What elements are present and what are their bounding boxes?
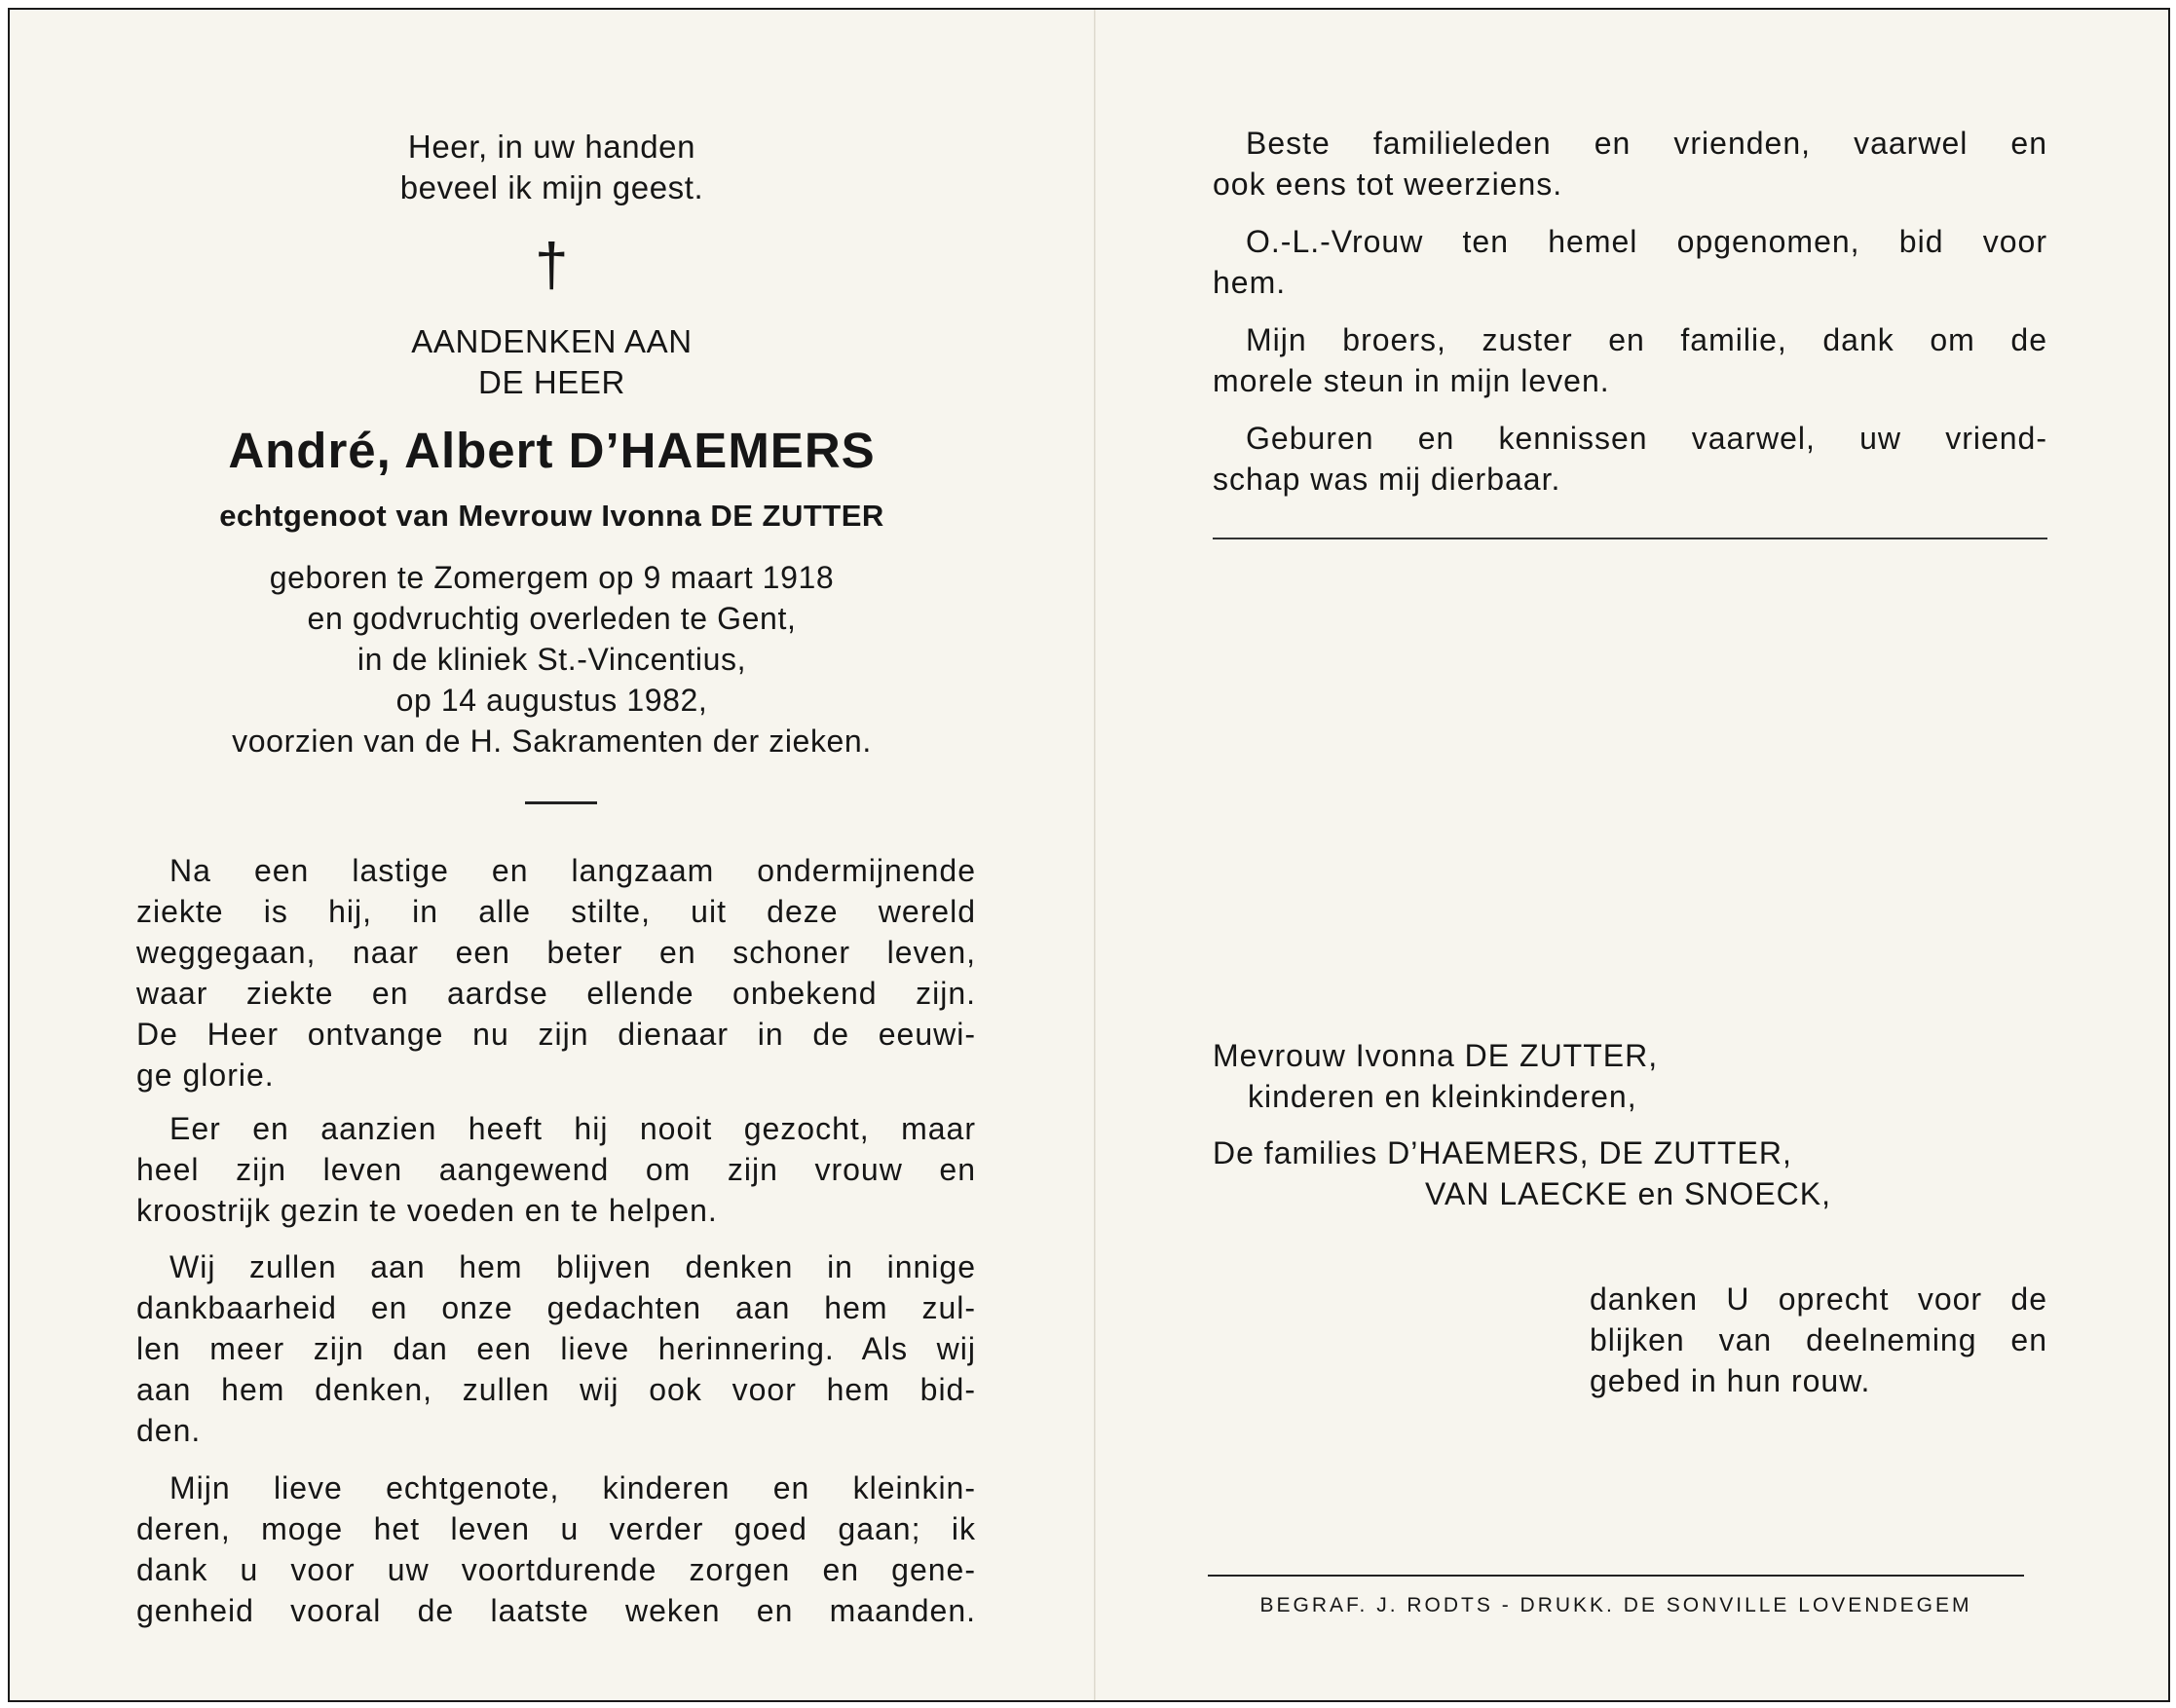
thanks-line: blijken van deelneming en — [1590, 1322, 2047, 1357]
paragraph-line: Wij zullen aan hem blijven denken in innige — [169, 1249, 976, 1284]
family-line: De families D’HAEMERS, DE ZUTTER, — [1213, 1135, 1792, 1170]
printer-credit: BEGRAF. J. RODTS - DRUKK. DE SONVILLE LOVENDEGEM — [1259, 1594, 1972, 1616]
body-paragraph — [136, 1246, 976, 1451]
paragraph-line: aan hem denken, zullen wij ook voor hem bid- — [136, 1372, 976, 1407]
short-separator — [525, 801, 597, 804]
farewell-paragraph — [1213, 319, 2047, 401]
paragraph-line: Mijn lieve echtgenote, kinderen en kleinkin- — [169, 1470, 976, 1505]
thanks-text — [1590, 1279, 2047, 1401]
paragraph-line: Beste familieleden en vrienden, vaarwel en — [1246, 126, 2047, 161]
life-detail-line: op 14 augustus 1982, — [395, 683, 708, 718]
body-paragraph — [136, 1467, 976, 1631]
paragraph-line: ook eens tot weerziens. — [1213, 167, 1563, 202]
paragraph-line: heel zijn leven aangewend om zijn vrouw en — [136, 1152, 976, 1187]
farewell-paragraph — [1213, 221, 2047, 303]
paragraph-line: ge glorie. — [136, 1058, 275, 1093]
paragraph-line: len meer zijn dan een lieve herinnering. Als wij — [136, 1331, 976, 1366]
paragraph-line: waar ziekte en aardse ellende onbekend zijn. — [136, 976, 976, 1011]
life-details — [10, 557, 1094, 761]
cross-icon: † — [534, 232, 570, 299]
paragraph-line: deren, moge het leven u verder goed gaan; ik — [136, 1511, 976, 1546]
paragraph-line: ziekte is hij, in alle stilte, uit deze wereld — [136, 894, 976, 929]
in-memory-line: AANDENKEN AAN — [411, 323, 693, 359]
paragraph-line: den. — [136, 1413, 202, 1448]
prayer-line: beveel ik mijn geest. — [399, 169, 704, 205]
family-line: kinderen en kleinkinderen, — [1248, 1079, 1637, 1114]
long-divider — [1213, 538, 2047, 539]
paragraph-line: Geburen en kennissen vaarwel, uw vriend- — [1246, 421, 2047, 456]
paragraph-line: weggegaan, naar een beter en schoner leven, — [136, 935, 976, 970]
paragraph-line: morele steun in mijn leven. — [1213, 363, 1610, 398]
left-page — [10, 10, 1094, 1700]
paragraph-line: O.-L.-Vrouw ten hemel opgenomen, bid voor — [1246, 224, 2047, 259]
paragraph-line: dankbaarheid en onze gedachten aan hem zul- — [136, 1290, 976, 1325]
family-line: Mevrouw Ivonna DE ZUTTER, — [1213, 1038, 1659, 1073]
life-detail-line: voorzien van de H. Sakramenten der zieken. — [232, 724, 872, 759]
paragraph-line: De Heer ontvange nu zijn dienaar in de eeuwi- — [136, 1017, 976, 1052]
spouse-line: echtgenoot van Mevrouw Ivonna DE ZUTTER — [219, 499, 884, 533]
paragraph-line: genheid vooral de laatste weken en maanden. — [136, 1593, 976, 1628]
paragraph-line: Mijn broers, zuster en familie, dank om de — [1246, 322, 2047, 357]
paragraph-line: dank u voor uw voortdurende zorgen en gene- — [136, 1552, 976, 1587]
prayer-verse — [10, 127, 1094, 208]
body-paragraph — [136, 1108, 976, 1231]
in-memory-line: DE HEER — [478, 364, 625, 400]
bottom-rule — [1208, 1575, 2024, 1577]
paragraph-line: hem. — [1213, 265, 1287, 300]
life-detail-line: in de kliniek St.-Vincentius, — [356, 642, 747, 677]
body-paragraph — [136, 850, 976, 1095]
farewell-paragraph — [1213, 123, 2047, 204]
paragraph-line: Na een lastige en langzaam ondermijnende — [169, 853, 976, 888]
paragraph-line: Eer en aanzien heeft hij nooit gezocht, maar — [169, 1111, 976, 1146]
paragraph-line: kroostrijk gezin te voeden en te helpen. — [136, 1193, 718, 1228]
prayer-line: Heer, in uw handen — [407, 129, 696, 165]
thanks-line: danken U oprecht voor de — [1590, 1281, 2047, 1317]
deceased-name: André, Albert D’HAEMERS — [228, 423, 876, 478]
farewell-paragraph — [1213, 418, 2047, 500]
thanks-line: gebed in hun rouw. — [1590, 1363, 1871, 1398]
life-detail-line: geboren te Zomergem op 9 maart 1918 — [269, 560, 835, 595]
in-memory-heading — [10, 321, 1094, 403]
family-line: VAN LAECKE en SNOECK, — [1425, 1176, 1831, 1211]
paragraph-line: schap was mij dierbaar. — [1213, 462, 1561, 497]
life-detail-line: en godvruchtig overleden te Gent, — [307, 601, 797, 636]
